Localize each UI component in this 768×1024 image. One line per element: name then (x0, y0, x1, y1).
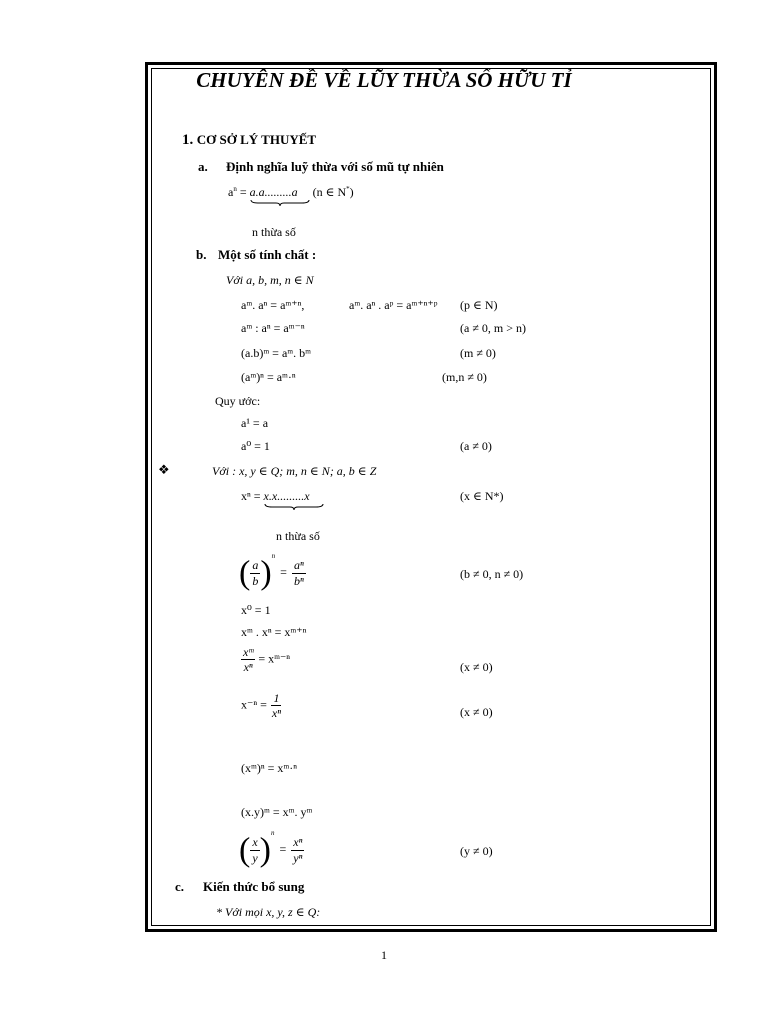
rational-definition-lhs: xⁿ = (241, 489, 264, 503)
rule-power-of-power-condition: (m,n ≠ 0) (442, 370, 487, 384)
rule-power-of-power: (aᵐ)ⁿ = aᵐ·ⁿ (241, 370, 296, 384)
natural-conditions: Với a, b, m, n ∈ N (226, 273, 314, 287)
rational-definition (241, 490, 310, 502)
rule-product-power: (a.b)ᵐ = aᵐ. bᵐ (241, 346, 312, 360)
section-1-number: 1. (182, 132, 194, 148)
rule-xm-xn: xᵐ . xⁿ = xᵐ⁺ⁿ (241, 625, 307, 639)
rule-x-quotient-condition: (x ≠ 0) (460, 660, 493, 674)
convention-label: Quy ước: (215, 394, 261, 408)
fraction-numerator-xm: xᵐ (243, 645, 254, 659)
convention-a1: a¹ = a (241, 416, 269, 430)
definition-condition-text: (n ∈ N (312, 185, 347, 199)
rational-definition-product-text: x.x.........x (263, 489, 310, 503)
convention-a0-condition: (a ≠ 0) (460, 439, 492, 453)
equals-sign: = (280, 565, 287, 579)
fraction-power-xy (239, 830, 304, 867)
section-1-heading (182, 133, 316, 148)
rule-x-power-of-power: (xᵐ)ⁿ = xᵐ·ⁿ (241, 761, 298, 775)
underbrace-icon (264, 503, 324, 511)
negative-exponent-lhs: x⁻ⁿ = (241, 697, 267, 712)
bullet-icon: ❖ (158, 462, 170, 477)
rule-negative-exponent-condition: (x ≠ 0) (460, 705, 493, 719)
rule-product: aᵐ. aⁿ = aᵐ⁺ⁿ, (241, 298, 305, 312)
definition-condition-end: ) (349, 185, 354, 199)
rational-brace-note: n thừa số (276, 529, 320, 543)
fraction-power-ab-condition: (b ≠ 0, n ≠ 0) (460, 567, 524, 581)
fraction-denominator-b: b (252, 573, 259, 588)
fraction-exponent-n: n (270, 829, 275, 837)
fraction-exponent-n: n (271, 552, 276, 560)
fraction-denominator-y: y (252, 850, 258, 865)
rule-triple-product: aᵐ. aⁿ . aᵖ = aᵐ⁺ⁿ⁺ᵖ (349, 298, 438, 312)
underbrace-icon (250, 199, 310, 207)
definition-product-text: a.a.........a (249, 185, 298, 199)
equals-sign: = (279, 842, 287, 856)
x-quotient-rhs: = xᵐ⁻ⁿ (258, 651, 291, 666)
section-1-title: CƠ SỞ LÝ THUYẾT (196, 132, 317, 147)
definition-lhs-exponent: n (233, 185, 237, 193)
definition-condition-star: * (346, 185, 350, 193)
fraction-denominator-xn: xⁿ (243, 660, 253, 675)
rule-x0: x⁰ = 1 (241, 603, 271, 617)
right-paren: ) (260, 554, 272, 592)
fraction-numerator-xn: xⁿ (293, 835, 303, 850)
rule-triple-product-condition: (p ∈ N) (460, 298, 498, 312)
subsection-b-label: b. (196, 247, 207, 262)
subsection-b-title: Một số tính chất : (218, 247, 317, 262)
rule-negative-exponent (241, 691, 283, 721)
rational-definition-condition: (x ∈ N*) (460, 489, 504, 503)
document-title: CHUYÊN ĐỀ VỀ LŨY THỪA SỐ HỮU TỈ (196, 68, 572, 92)
rule-product-power-condition: (m ≠ 0) (460, 346, 496, 360)
definition-equals: = (236, 185, 250, 199)
fraction-x-over-y (250, 835, 259, 865)
rule-xy-product-power: (x.y)ᵐ = xᵐ. yᵐ (241, 805, 313, 819)
fraction-an-over-bn (292, 558, 306, 588)
power-definition (228, 186, 354, 198)
fraction-denominator-bn: bⁿ (293, 573, 304, 588)
fraction-1-over-xn (270, 691, 283, 721)
brace-note-factors: n thừa số (252, 225, 296, 239)
left-paren: ( (239, 554, 251, 592)
definition-condition (313, 185, 354, 199)
subsection-a-label: a. (198, 159, 208, 174)
rule-x-quotient (241, 645, 290, 675)
fraction-denominator-yn: yⁿ (293, 850, 303, 865)
fraction-a-over-b (250, 558, 260, 588)
fraction-xn-over-yn (291, 835, 304, 865)
subsection-c-label: c. (175, 879, 185, 894)
fraction-numerator-1: 1 (273, 691, 280, 705)
right-paren: ) (259, 831, 271, 869)
fraction-power-xy-condition: (y ≠ 0) (460, 844, 493, 858)
supplementary-line: * Với mọi x, y, z ∈ Q: (216, 905, 321, 919)
definition-product (250, 186, 298, 198)
fraction-denominator-xn: xⁿ (271, 706, 281, 721)
definition-lhs: a (228, 185, 234, 199)
fraction-numerator-an: aⁿ (293, 558, 304, 573)
rule-quotient-condition: (a ≠ 0, m > n) (460, 321, 527, 335)
subsection-a-title: Định nghĩa luỹ thừa với số mũ tự nhiên (226, 159, 444, 174)
rule-quotient: aᵐ : aⁿ = aᵐ⁻ⁿ (241, 321, 305, 335)
page-number: 1 (381, 948, 387, 962)
subsection-c-title: Kiến thức bổ sung (203, 879, 305, 894)
rational-conditions: Với : x, y ∈ Q; m, n ∈ N; a, b ∈ Z (212, 464, 377, 478)
fraction-xm-over-xn (241, 645, 255, 675)
left-paren: ( (239, 831, 251, 869)
convention-a0: a⁰ = 1 (241, 439, 270, 453)
fraction-numerator-a: a (252, 558, 259, 573)
rational-definition-product (264, 490, 310, 502)
fraction-power-ab (239, 553, 306, 590)
fraction-numerator-x: x (252, 835, 258, 850)
